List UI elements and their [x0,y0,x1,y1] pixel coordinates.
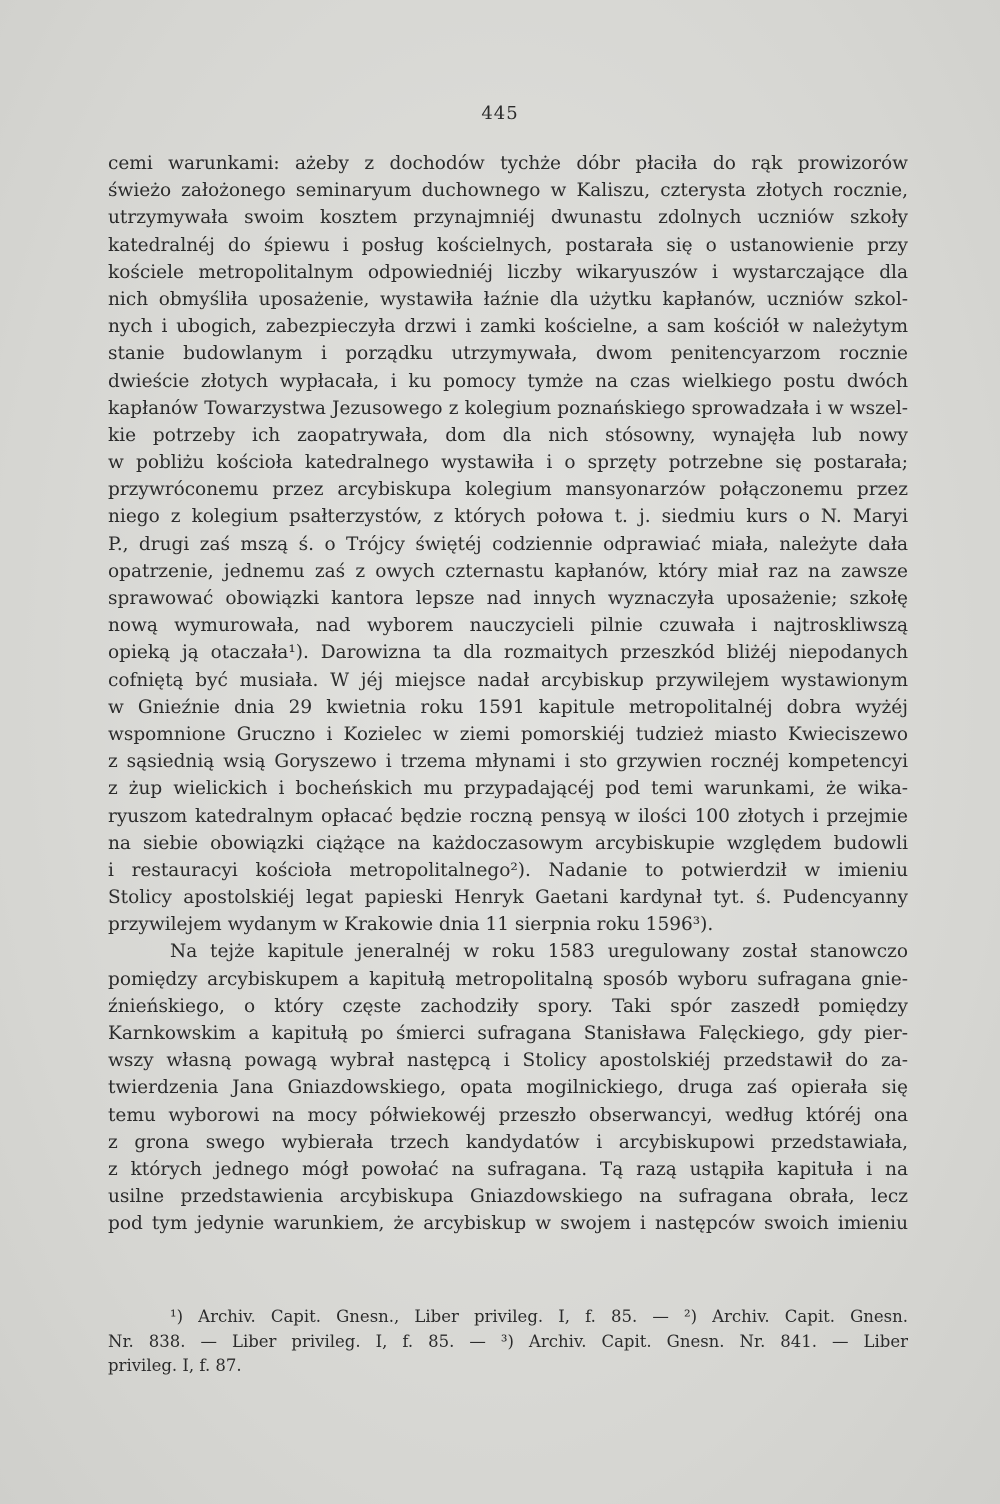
text-line: ryuszom katedralnym opłacać będzie roczną pensyą w ilości 100 złotych i przejmie [108,805,908,827]
text-line: opieką ją otaczała¹). Darowizna ta dla rozmaitych przeszkód bliżéj niepodanych [108,642,908,664]
text-line: pod tym jedynie warunkiem, że arcybiskup w swojem i następców swoich imieniu [108,1213,908,1235]
text-line: z żup wielickich i bocheńskich mu przypadającéj pod temi warunkami, że wika- [108,778,908,800]
footnote-line: privileg. I, f. 87. [108,1356,242,1375]
text-line: usilne przedstawienia arcybiskupa Gniazdowskiego na sufragana obrała, lecz [108,1186,908,1208]
text-line: niego z kolegium psałterzystów, z których połowa t. j. siedmiu kurs o N. Maryi [108,506,908,528]
body-text [108,150,908,1238]
text-line: w pobliżu kościoła katedralnego wystawiła i o sprzęty potrzebne się postarała; [108,452,908,474]
text-line: kie potrzeby ich zaopatrywała, dom dla nich stósowny, wynajęła lub nowy [108,424,908,446]
text-line: cofniętą być musiała. W jéj miejsce nadał arcybiskup przywilejem wystawionym [108,669,908,691]
text-line: z których jednego mógł powołać na sufragana. Tą razą ustąpiła kapituła i na [108,1158,908,1180]
footnote-line: Nr. 838. — Liber privileg. I, f. 85. — ³) Archiv. Capit. Gnesn. Nr. 841. — Liber [108,1331,908,1351]
text-line: Karnkowskim a kapitułą po śmierci sufragana Stanisława Falęckiego, gdy pier- [108,1023,908,1044]
text-line: kościele metropolitalnym odpowiedniéj liczby wikaryuszów i wystarczające dla [108,261,908,283]
text-line: przywróconemu przez arcybiskupa kolegium mansyonarzów połączonemu przez [108,479,908,501]
text-line: przywilejem wydanym w Krakowie dnia 11 sierpnia roku 1596³). [108,914,714,936]
text-line: z grona swego wybierała trzech kandydatów i arcybiskupowi przedstawiała, [108,1131,908,1153]
text-line: nych i ubogich, zabezpieczyła drzwi i zamki kościelne, a sam kościół w należytym [108,316,908,338]
text-line: katedralnéj do śpiewu i posług kościelnych, postarała się o ustanowienie przy [108,234,908,256]
text-line: dwieście złotych wypłacała, i ku pomocy tymże na czas wielkiego postu dwóch [108,370,908,392]
text-line: nich obmyśliła uposażenie, wystawiła łaźnie dla użytku kapłanów, uczniów szkol- [108,288,908,310]
footnote-line: ¹) Archiv. Capit. Gnesn., Liber privileg. I, f. 85. — ²) Archiv. Capit. Gnesn. [170,1307,908,1326]
text-line: i restauracyi kościoła metropolitalnego²). Nadanie to potwierdził w imieniu [108,859,908,881]
text-line: pomiędzy arcybiskupem a kapitułą metropolitalną sposób wyboru sufragana gnie- [108,968,908,990]
page-number: 445 [481,103,519,124]
text-line: na siebie obowiązki ciążące na każdoczasowym arcybiskupie względem budowli [108,832,908,854]
text-line: cemi warunkami: ażeby z dochodów tychże dóbr płaciła do rąk prowizorów [108,153,908,174]
text-line: Stolicy apostolskiéj legat papieski Henryk Gaetani kardynał tyt. ś. Pudencyanny [108,887,908,909]
text-line: kapłanów Towarzystwa Jezusowego z kolegium poznańskiego sprowadzała i w wszel- [108,397,908,419]
text-line: opatrzenie, jednemu zaś z owych czternastu kapłanów, który miał raz na zawsze [108,560,908,582]
text-line: temu wyborowi na mocy półwiekowéj przeszło obserwancyi, według któréj ona [108,1104,908,1126]
text-line: świeżo założonego seminaryum duchownego w Kaliszu, czterysta złotych rocznie, [108,180,908,202]
text-line: z sąsiednią wsią Goryszewo i trzema młynami i sto grzywien rocznéj kompetencyi [108,751,908,773]
text-line: twierdzenia Jana Gniazdowskiego, opata mogilnickiego, druga zaś opierała się [108,1077,908,1099]
text-line: sprawować obowiązki kantora lepsze nad innych wyznaczyła uposażenie; szkołę [108,588,908,609]
text-line: nową wymurowała, nad wyborem nauczycieli pilnie czuwała i najtroskliwszą [108,615,908,637]
text-line: utrzymywała swoim kosztem przynajmniéj dwunastu zdolnych uczniów szkoły [108,207,908,229]
text-line: stanie budowlanym i porządku utrzymywała, dwom penitencyarzom rocznie [108,343,908,365]
paragraph-start-line: Na tejże kapitule jeneralnéj w roku 1583 uregulowany został stanowczo [170,941,908,963]
text-line: P., drugi zaś mszą ś. o Trójcy świętéj codziennie odprawiać miała, należyte dała [108,533,908,555]
text-line: w Gnieźnie dnia 29 kwietnia roku 1591 kapitule metropolitalnéj dobra wyżéj [108,696,908,718]
footnotes [108,1305,908,1379]
text-line: źnieńskiego, o który częste zachodziły spory. Taki spór zaszedł pomiędzy [108,995,908,1017]
text-line: wszy własną powagą wybrał następcą i Stolicy apostolskiéj przedstawił do za- [108,1050,908,1072]
text-line: wspomnione Gruczno i Kozielec w ziemi pomorskiéj tudzież miasto Kwieciszewo [108,723,908,745]
